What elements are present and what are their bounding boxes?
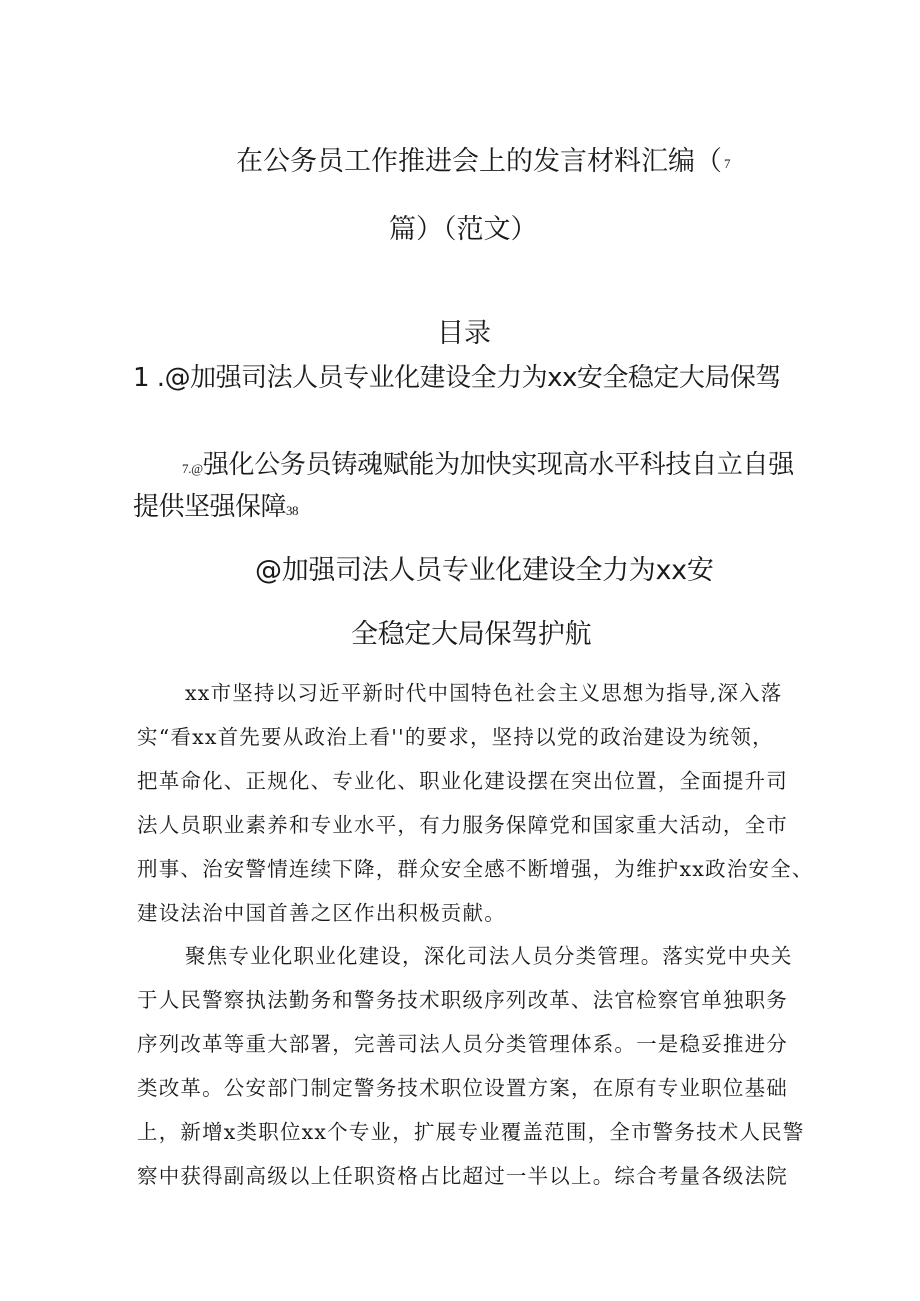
title-number: 7 — [724, 156, 731, 171]
paragraph-line: 于人民警察执法勤务和警务技术职级序列改革、法官检察官单独职务 — [137, 988, 788, 1012]
paragraph-line: 察中获得副高级以上任职资格占比超过一半以上。综合考量各级法院 — [137, 1164, 788, 1188]
toc-item-2-page: 38 — [286, 503, 299, 518]
paragraph-line: 序列改革等重大部署，完善司法人员分类管理体系。一是稳妥推进分 — [137, 1032, 788, 1056]
toc-item-2-line1: 强化公务员铸魂赋能为加快实现高水平科技自立自强 — [202, 450, 794, 480]
paragraph-line: 上，新增x类职位xx个专业，扩展专业覆盖范围，全市警务技术人民警 — [137, 1120, 805, 1144]
toc-item-2-cont[interactable] — [133, 486, 298, 523]
paragraph-line: 类改革。公安部门制定警务技术职位设置方案，在原有专业职位基础 — [137, 1076, 788, 1100]
toc-item-2[interactable] — [182, 444, 794, 481]
paragraph-line: 把革命化、正规化、专业化、职业化建设摆在突出位置，全面提升司 — [137, 769, 788, 793]
toc-item-2-line2: 提供坚强保障 — [133, 492, 287, 522]
paragraph-line: xx市坚持以习近平新时代中国特色社会主义思想为指导,深入落 — [185, 681, 783, 705]
toc-item-2-prefix: 7.@ — [182, 461, 203, 476]
paragraph-line: 聚焦专业化职业化建设，深化司法人员分类管理。落实党中央关 — [185, 944, 793, 968]
paragraph-line: 建设法治中国首善之区作出积极贡献。 — [137, 901, 506, 925]
document-title — [236, 139, 731, 178]
paragraph-line: 法人员职业素养和专业水平，有力服务保障党和国家重大活动，全市 — [137, 813, 788, 837]
section-heading-line1: @加强司法人员专业化建设全力为xx安 — [255, 555, 714, 586]
title-line1: 在公务员工作推进会上的发言材料汇编（ — [236, 146, 722, 177]
toc-heading: 目录 — [437, 318, 491, 349]
toc-item-1[interactable]: 1 .@加强司法人员专业化建设全力为xx安全稳定大局保驾 — [133, 363, 781, 393]
paragraph-line: 实“看xx首先要从政治上看''的要求，坚持以党的政治建设为统领， — [137, 725, 774, 749]
paragraph-line: 刑事、治安警情连续下降，群众安全感不断增强，为维护xx政治安全、 — [137, 857, 814, 881]
title-line2: 篇）（范文） — [389, 214, 538, 245]
section-heading-line2: 全稳定大局保驾护航 — [351, 619, 592, 650]
